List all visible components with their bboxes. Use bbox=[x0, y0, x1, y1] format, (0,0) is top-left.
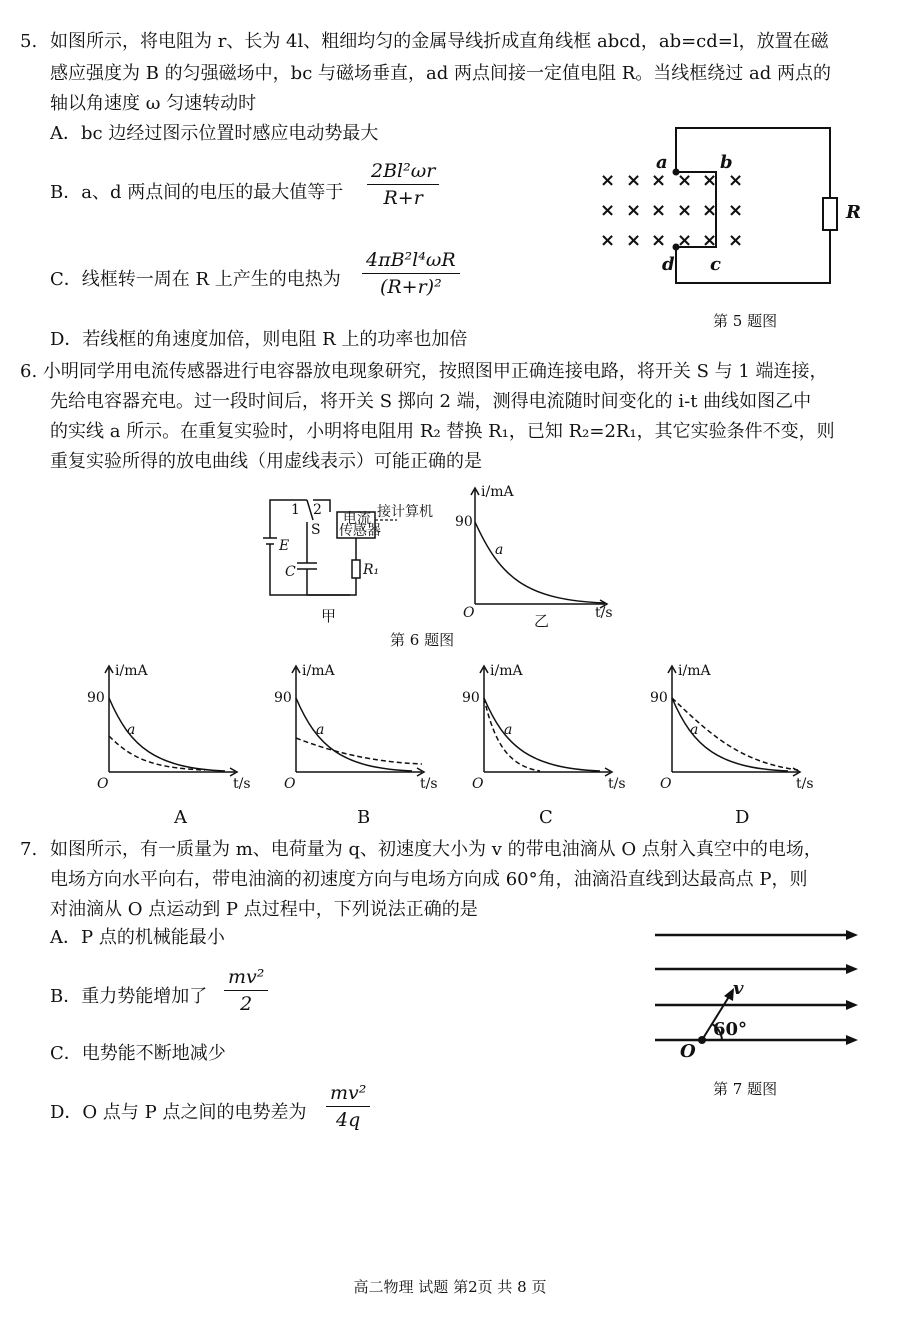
option-b-ylabel: i/mA bbox=[302, 663, 335, 679]
field-cross-icon: × bbox=[651, 200, 667, 221]
q6-option-c-graph bbox=[460, 662, 630, 792]
q6-circuit-figure bbox=[255, 490, 455, 610]
q6-option-a-graph bbox=[85, 662, 255, 792]
circuit-caption-jia: 甲 bbox=[321, 607, 337, 625]
graph-caption-yi: 乙 bbox=[534, 612, 550, 630]
q7-number: 7. bbox=[20, 839, 38, 860]
field-cross-icon: × bbox=[677, 230, 693, 251]
option-a-origin: O bbox=[97, 776, 109, 792]
q7-option-b: B．重力势能增加了 bbox=[50, 986, 208, 1007]
field-cross-icon: × bbox=[728, 170, 744, 191]
option-d-origin: O bbox=[660, 776, 672, 792]
capacitor-label-c: C bbox=[285, 564, 296, 580]
label-d: d bbox=[662, 254, 675, 275]
q5-option-c-denominator: (R+r)² bbox=[362, 273, 460, 298]
q5-figure-caption: 第 5 题图 bbox=[713, 312, 778, 330]
q6-stem-line1: 6. 小明同学用电流传感器进行电容器放电现象研究，按照图甲正确连接电路，将开关 S 与 1 端连接， bbox=[20, 361, 828, 382]
option-c-letter: C bbox=[539, 807, 553, 828]
q5-stem-line1: 如图所示，将电阻为 r、长为 4l、粗细均匀的金属导线折成直角线框 abcd，ab=cd=l，放置在磁 bbox=[50, 31, 829, 52]
resistor-label-r1: R₁ bbox=[363, 562, 380, 578]
field-cross-icon: × bbox=[626, 200, 642, 221]
field-cross-icon: × bbox=[651, 230, 667, 251]
q7-option-d-denominator: 4q bbox=[326, 1106, 370, 1131]
q5-option-c-numerator: 4πB²l⁴ωR bbox=[366, 249, 456, 271]
switch-label: S bbox=[311, 522, 321, 538]
q5-stem-line3: 轴以角速度 ω 匀速转动时 bbox=[50, 93, 257, 114]
option-d-xlabel: t/s bbox=[796, 776, 814, 792]
field-cross-icon: × bbox=[677, 200, 693, 221]
option-a-curve-label: a bbox=[127, 722, 136, 738]
graph-yi-curve-label: a bbox=[495, 542, 504, 558]
q7-option-b-fraction bbox=[224, 966, 268, 1015]
option-d-ylabel: i/mA bbox=[678, 663, 711, 679]
q5-figure bbox=[590, 120, 880, 295]
point-label-o: O bbox=[680, 1041, 696, 1062]
option-a-letter: A bbox=[174, 807, 187, 828]
field-cross-icon: × bbox=[728, 200, 744, 221]
q7-option-d: D．O 点与 P 点之间的电势差为 bbox=[50, 1102, 307, 1123]
graph-yi-origin: O bbox=[463, 605, 475, 621]
q6-option-d-graph bbox=[648, 662, 818, 792]
q5-option-b-fraction bbox=[367, 160, 439, 209]
q5-number: 5. bbox=[20, 31, 38, 52]
option-c-y0: 90 bbox=[462, 690, 480, 706]
q7-figure-caption: 第 7 题图 bbox=[713, 1080, 778, 1098]
option-c-origin: O bbox=[472, 776, 484, 792]
field-cross-icon: × bbox=[600, 170, 616, 191]
option-b-curve-label: a bbox=[316, 722, 325, 738]
option-a-y0: 90 bbox=[87, 690, 105, 706]
option-b-origin: O bbox=[284, 776, 296, 792]
field-cross-icon: × bbox=[702, 230, 718, 251]
option-d-y0: 90 bbox=[650, 690, 668, 706]
sensor-label-line1: 电流 bbox=[343, 511, 371, 527]
q6-figure-caption: 第 6 题图 bbox=[390, 631, 455, 649]
angle-label: 60° bbox=[713, 1019, 748, 1040]
page-footer: 高二物理 试题 第2页 共 8 页 bbox=[353, 1278, 547, 1296]
switch-terminal-1: 1 bbox=[291, 502, 300, 518]
graph-yi-ylabel: i/mA bbox=[481, 484, 514, 500]
option-b-letter: B bbox=[357, 807, 371, 828]
option-a-ylabel: i/mA bbox=[115, 663, 148, 679]
option-b-y0: 90 bbox=[274, 690, 292, 706]
q7-option-c: C．电势能不断地减少 bbox=[50, 1043, 226, 1064]
q7-option-a: A．P 点的机械能最小 bbox=[50, 927, 225, 948]
option-d-letter: D bbox=[735, 807, 750, 828]
field-cross-icon: × bbox=[626, 170, 642, 191]
label-resistor-r: R bbox=[846, 202, 861, 223]
q5-option-c: C．线框转一周在 R 上产生的电热为 bbox=[50, 269, 341, 290]
option-a-xlabel: t/s bbox=[233, 776, 251, 792]
computer-label: 接计算机 bbox=[377, 504, 433, 520]
q7-option-d-numerator: mv² bbox=[330, 1082, 367, 1104]
q7-stem-line2: 电场方向水平向右，带电油滴的初速度方向与电场方向成 60°角，油滴沿直线到达最高点 P，则 bbox=[50, 869, 808, 890]
battery-label-e: E bbox=[279, 538, 290, 554]
label-a: a bbox=[656, 152, 668, 173]
field-cross-icon: × bbox=[626, 230, 642, 251]
q5-stem-line2: 感应强度为 B 的匀强磁场中，bc 与磁场垂直，ad 两点间接一定值电阻 R。当线框绕过 ad 两点的 bbox=[50, 63, 831, 84]
field-cross-icon: × bbox=[600, 230, 616, 251]
q7-option-b-denominator: 2 bbox=[224, 990, 268, 1015]
q5-option-a: A．bc 边经过图示位置时感应电动势最大 bbox=[50, 123, 379, 144]
graph-yi-y0: 90 bbox=[455, 514, 473, 530]
q5-option-b: B．a、d 两点间的电压的最大值等于 bbox=[50, 182, 344, 203]
field-cross-icon: × bbox=[702, 170, 718, 191]
q5-option-b-denominator: R+r bbox=[367, 184, 439, 209]
option-b-xlabel: t/s bbox=[420, 776, 438, 792]
option-d-curve-label: a bbox=[690, 722, 699, 738]
q5-option-b-numerator: 2Bl²ωr bbox=[371, 160, 436, 182]
q7-option-d-fraction bbox=[326, 1082, 370, 1131]
graph-yi-xlabel: t/s bbox=[595, 605, 613, 621]
option-c-ylabel: i/mA bbox=[490, 663, 523, 679]
field-cross-icon: × bbox=[728, 230, 744, 251]
field-cross-icon: × bbox=[677, 170, 693, 191]
option-c-xlabel: t/s bbox=[608, 776, 626, 792]
label-c: c bbox=[710, 254, 721, 275]
q6-stem-line2: 先给电容器充电。过一段时间后，将开关 S 掷向 2 端，测得电流随时间变化的 i-t 曲线如图乙中 bbox=[50, 391, 812, 412]
q6-stem-line4: 重复实验所得的放电曲线（用虚线表示）可能正确的是 bbox=[50, 451, 482, 472]
q5-option-c-fraction bbox=[362, 249, 460, 298]
q5-option-d: D．若线框的角速度加倍，则电阻 R 上的功率也加倍 bbox=[50, 329, 468, 350]
sensor-label-line2: 传感器 bbox=[339, 523, 381, 539]
field-cross-icon: × bbox=[651, 170, 667, 191]
q7-stem-line3: 对油滴从 O 点运动到 P 点过程中，下列说法正确的是 bbox=[50, 899, 478, 920]
switch-terminal-2: 2 bbox=[313, 502, 322, 518]
q6-option-b-graph bbox=[272, 662, 442, 792]
q6-graph-yi bbox=[455, 482, 625, 621]
option-c-curve-label: a bbox=[504, 722, 513, 738]
field-cross-icon: × bbox=[702, 200, 718, 221]
q7-stem-line1: 如图所示，有一质量为 m、电荷量为 q、初速度大小为 v 的带电油滴从 O 点射入真空中的电场， bbox=[50, 839, 822, 860]
field-cross-icon: × bbox=[600, 200, 616, 221]
label-b: b bbox=[720, 152, 733, 173]
velocity-label-v: v bbox=[733, 978, 744, 999]
q6-stem-line3: 的实线 a 所示。在重复实验时，小明将电阻用 R₂ 替换 R₁，已知 R₂=2R₁，其它实验条件不变，则 bbox=[50, 421, 835, 442]
q7-option-b-numerator: mv² bbox=[228, 966, 265, 988]
q7-figure bbox=[650, 920, 865, 1062]
